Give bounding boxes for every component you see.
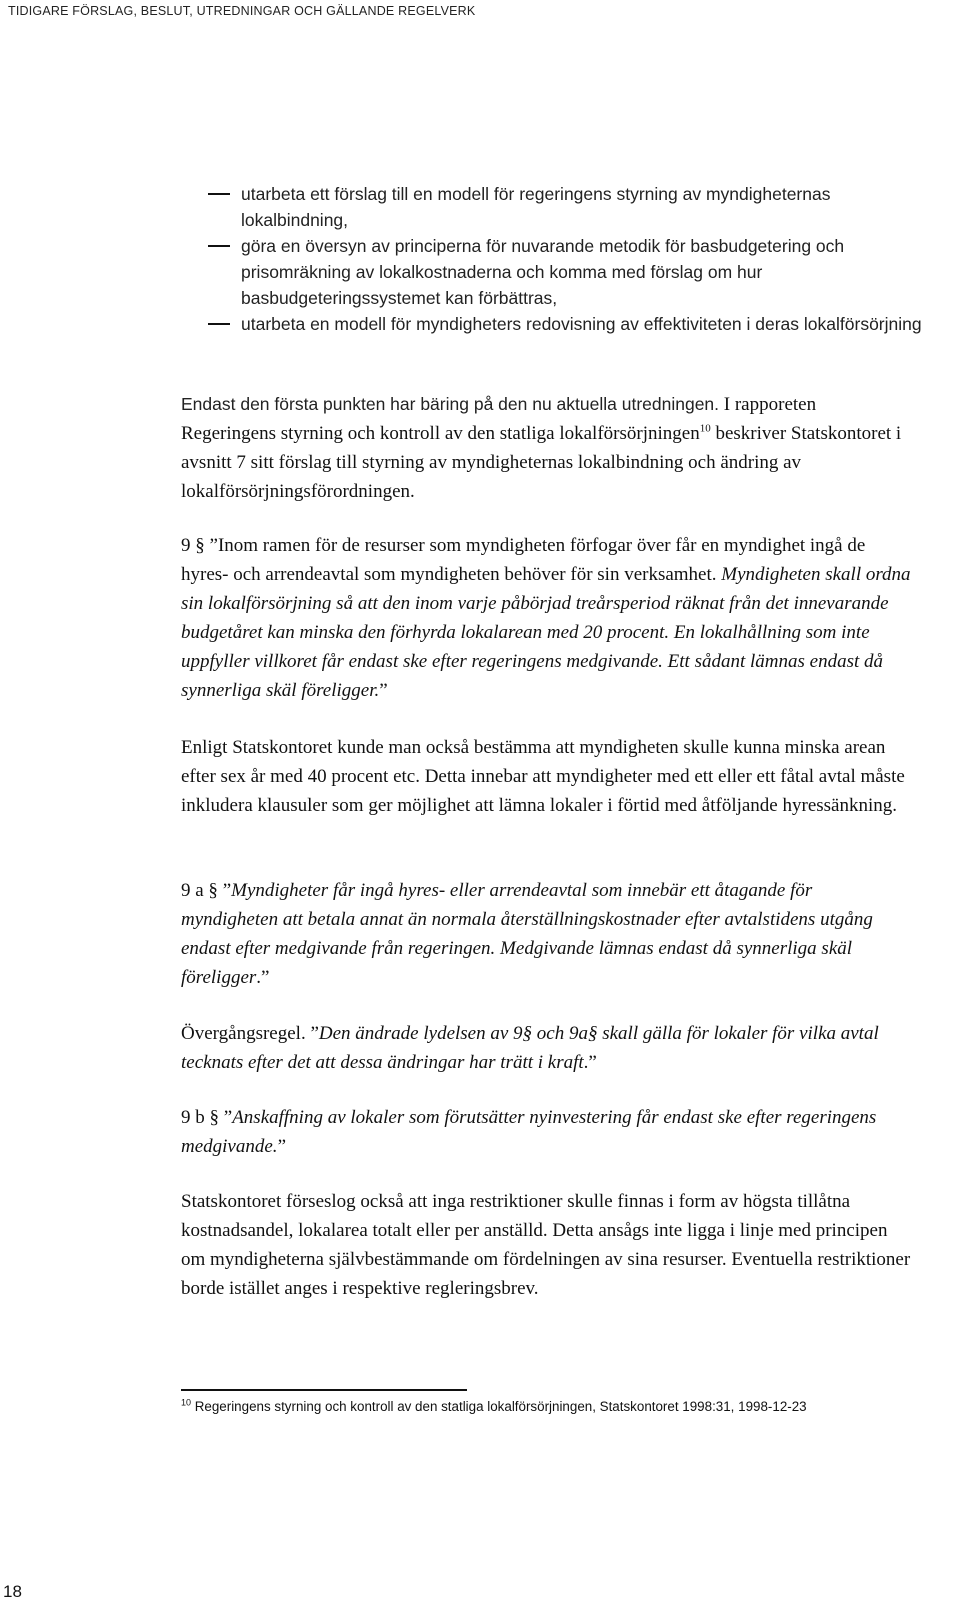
- footnote-divider: [181, 1389, 467, 1391]
- dash-bullet-icon: [208, 193, 230, 195]
- paragraph-section-9b: [181, 1103, 911, 1161]
- quote-mark: ”: [217, 880, 232, 901]
- quote-mark: ”: [379, 680, 388, 701]
- list-item: [208, 311, 928, 337]
- quote-mark: ”: [305, 1023, 319, 1044]
- section-label: 9 b §: [181, 1107, 219, 1128]
- paragraph-statskontoret: Enligt Statskontoret kunde man också bestämma att myndigheten skulle kunna minska arean efter sex år med 40 procent etc. Detta innebar att myndigheter med ett eller ett fåtal avtal måste inkludera klausuler som ger möjlighet att lämna lokaler i förtid med åtföljande hyressänkning.: [181, 737, 905, 816]
- quoted-text: Inom ramen för de resurser som myndigheten förfogar över får en myndighet ingå de hyres- och arrendeavtal som myndigheten behöver för sin verksamhet.: [181, 535, 866, 585]
- paragraph-text: beskriver Statskontoret i avsnitt 7 sitt förslag till styrning av myndigheternas lokalbindning och ändring av lokalförsörjningsförordningen.: [181, 423, 902, 502]
- running-header: TIDIGARE FÖRSLAG, BESLUT, UTREDNINGAR OCH GÄLLANDE REGELVERK: [8, 4, 476, 18]
- footnote-number: 10: [181, 1397, 192, 1408]
- section-label: 9 a §: [181, 880, 218, 901]
- quote-mark: ”: [219, 1107, 233, 1128]
- quote-end: .”: [256, 967, 270, 988]
- paragraph-lead: Endast den första punkten har bäring på den nu aktuella utredningen.: [181, 394, 720, 414]
- quote-mark: ”: [277, 1136, 286, 1157]
- footnote-text: Regeringens styrning och kontroll av den statliga lokalförsörjningen, Statskontoret 1998:31, 1998-12-23: [191, 1399, 807, 1414]
- paragraph-restriktioner: Statskontoret förseslog också att inga restriktioner skulle finnas i form av högsta tillåtna kostnadsandel, lokalarea totalt eller per anställd. Detta ansågs inte ligga i linje med principen om myndigheterna självbestämmande om fördelningen av sina resurser. Eventuella restriktioner borde istället anges i respektive regleringsbrev.: [181, 1191, 911, 1299]
- quote-end: .”: [583, 1052, 597, 1073]
- list-item: [208, 181, 928, 233]
- paragraph-overgangsregel: [181, 1019, 911, 1077]
- bullet-text: utarbeta en modell för myndigheters redovisning av effektiviteten i deras lokalförsörjning: [241, 314, 922, 334]
- page-number: 18: [3, 1582, 22, 1601]
- footnote: [181, 1399, 807, 1414]
- section-label: 9 §: [181, 535, 205, 556]
- quote-mark: ”: [204, 535, 218, 556]
- list-item: [208, 233, 928, 311]
- footnote-reference: 10: [699, 422, 711, 435]
- dash-bullet-icon: [208, 245, 230, 247]
- dash-bullet-icon: [208, 323, 230, 325]
- quoted-text-italic: Den ändrade lydelsen av 9§ och 9a§ skall gälla för lokaler för vilka avtal tecknats efter det att dessa ändringar har trätt i kraft: [181, 1023, 879, 1073]
- quoted-text-italic: Myndigheter får ingå hyres- eller arrendeavtal som innebär ett åtagande för myndigheten att betala annat än normala återställningskostnader efter avtalstidens utgång endast efter medgivande från regeringen. Medgivande lämnas endast då synnerliga skäl föreligger: [181, 880, 873, 988]
- bullet-text: göra en översyn av principerna för nuvarande metodik för basbudgetering och prisomräkning av lokalkostnaderna och komma med förslag om hur basbudgeteringssystemet kan förbättras,: [241, 236, 845, 308]
- bullet-text: utarbeta ett förslag till en modell för regeringens styrning av myndigheternas lokalbindning,: [241, 184, 831, 230]
- bullet-list: [208, 181, 928, 337]
- quoted-text-italic: Anskaffning av lokaler som förutsätter nyinvestering får endast ske efter regeringens medgivande.: [181, 1107, 877, 1157]
- section-label: Övergångsregel.: [181, 1023, 306, 1044]
- quoted-text-italic: Myndigheten skall ordna sin lokalförsörjning så att den inom varje påbörjad treårsperiod räknat från det innevarande budgetåret kan minska den förhyrda lokalarean med 20 procent. En lokalhållning som inte uppfyller villkoret får endast ske efter regeringens medgivande. Ett sådant lämnas endast då synnerliga skäl föreligger.: [181, 564, 911, 701]
- paragraph-section-9: [181, 531, 911, 705]
- paragraph-text: I rapporeten Regeringens styrning och kontroll av den statliga lokalförsörjningen: [181, 394, 817, 444]
- paragraph-section-9a: [181, 876, 911, 992]
- paragraph-rapport: [181, 390, 911, 506]
